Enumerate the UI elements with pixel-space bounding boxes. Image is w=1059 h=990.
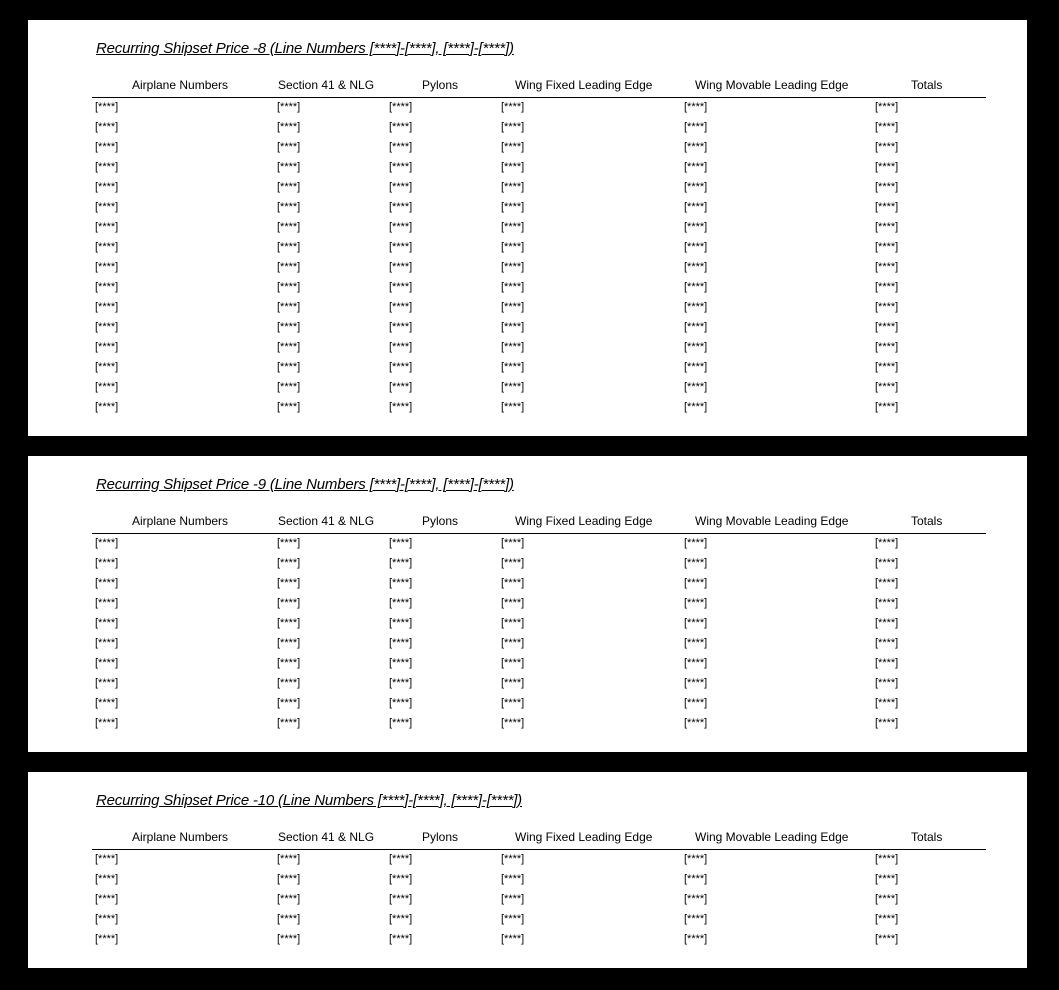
totals-cell: [****]: [875, 241, 899, 253]
pylons-cell: [****]: [389, 261, 413, 273]
pylons-cell: [****]: [389, 141, 413, 153]
wing-fixed-leading-edge-cell: [****]: [501, 597, 525, 609]
table-row: [92, 378, 986, 398]
airplane-number-cell: [****]: [95, 221, 119, 233]
price-panel-10: [28, 772, 1027, 968]
section-41-nlg-cell: [****]: [277, 537, 301, 549]
totals-cell: [****]: [875, 577, 899, 589]
totals-cell: [****]: [875, 141, 899, 153]
totals-cell: [****]: [875, 537, 899, 549]
table-body: [92, 98, 986, 418]
pylons-cell: [****]: [389, 933, 413, 945]
airplane-number-cell: [****]: [95, 381, 119, 393]
col-header-totals: Totals: [911, 830, 943, 844]
wing-fixed-leading-edge-cell: [****]: [501, 121, 525, 133]
wing-movable-leading-edge-cell: [****]: [684, 181, 708, 193]
wing-movable-leading-edge-cell: [****]: [684, 361, 708, 373]
table-row: [92, 614, 986, 634]
totals-cell: [****]: [875, 657, 899, 669]
airplane-number-cell: [****]: [95, 557, 119, 569]
table-row: [92, 398, 986, 418]
totals-cell: [****]: [875, 201, 899, 213]
wing-movable-leading-edge-cell: [****]: [684, 637, 708, 649]
wing-fixed-leading-edge-cell: [****]: [501, 657, 525, 669]
wing-fixed-leading-edge-cell: [****]: [501, 933, 525, 945]
wing-fixed-leading-edge-cell: [****]: [501, 401, 525, 413]
table-row: [92, 634, 986, 654]
wing-movable-leading-edge-cell: [****]: [684, 537, 708, 549]
totals-cell: [****]: [875, 933, 899, 945]
section-41-nlg-cell: [****]: [277, 181, 301, 193]
col-header-wing-fixed-leading-edge: Wing Fixed Leading Edge: [515, 78, 653, 92]
section-41-nlg-cell: [****]: [277, 401, 301, 413]
airplane-number-cell: [****]: [95, 241, 119, 253]
wing-fixed-leading-edge-cell: [****]: [501, 381, 525, 393]
col-header-totals: Totals: [911, 514, 943, 528]
airplane-number-cell: [****]: [95, 717, 119, 729]
section-41-nlg-cell: [****]: [277, 677, 301, 689]
table-row: [92, 338, 986, 358]
airplane-number-cell: [****]: [95, 321, 119, 333]
wing-fixed-leading-edge-cell: [****]: [501, 321, 525, 333]
totals-cell: [****]: [875, 381, 899, 393]
pylons-cell: [****]: [389, 241, 413, 253]
wing-fixed-leading-edge-cell: [****]: [501, 537, 525, 549]
pylons-cell: [****]: [389, 557, 413, 569]
table-row: [92, 554, 986, 574]
pylons-cell: [****]: [389, 913, 413, 925]
wing-movable-leading-edge-cell: [****]: [684, 261, 708, 273]
pylons-cell: [****]: [389, 717, 413, 729]
table-header: [92, 513, 986, 534]
wing-movable-leading-edge-cell: [****]: [684, 141, 708, 153]
pylons-cell: [****]: [389, 101, 413, 113]
airplane-number-cell: [****]: [95, 181, 119, 193]
wing-fixed-leading-edge-cell: [****]: [501, 637, 525, 649]
pylons-cell: [****]: [389, 201, 413, 213]
airplane-number-cell: [****]: [95, 401, 119, 413]
pylons-cell: [****]: [389, 617, 413, 629]
col-header-section-41-nlg: Section 41 & NLG: [278, 514, 375, 528]
totals-cell: [****]: [875, 677, 899, 689]
table-row: [92, 930, 986, 950]
totals-cell: [****]: [875, 893, 899, 905]
wing-movable-leading-edge-cell: [****]: [684, 933, 708, 945]
wing-movable-leading-edge-cell: [****]: [684, 557, 708, 569]
table-row: [92, 714, 986, 734]
airplane-number-cell: [****]: [95, 577, 119, 589]
pylons-cell: [****]: [389, 341, 413, 353]
wing-movable-leading-edge-cell: [****]: [684, 101, 708, 113]
airplane-number-cell: [****]: [95, 281, 119, 293]
table-row: [92, 534, 986, 554]
airplane-number-cell: [****]: [95, 597, 119, 609]
totals-cell: [****]: [875, 361, 899, 373]
wing-fixed-leading-edge-cell: [****]: [501, 301, 525, 313]
pylons-cell: [****]: [389, 873, 413, 885]
section-title: Recurring Shipset Price -10 (Line Numbers [****]-[****], [****]-[****]): [96, 792, 522, 809]
airplane-number-cell: [****]: [95, 341, 119, 353]
airplane-number-cell: [****]: [95, 697, 119, 709]
wing-fixed-leading-edge-cell: [****]: [501, 577, 525, 589]
section-41-nlg-cell: [****]: [277, 301, 301, 313]
airplane-number-cell: [****]: [95, 361, 119, 373]
table-row: [92, 574, 986, 594]
table-row: [92, 278, 986, 298]
wing-movable-leading-edge-cell: [****]: [684, 657, 708, 669]
totals-cell: [****]: [875, 697, 899, 709]
pylons-cell: [****]: [389, 657, 413, 669]
airplane-number-cell: [****]: [95, 873, 119, 885]
wing-fixed-leading-edge-cell: [****]: [501, 341, 525, 353]
price-panel-9: [28, 456, 1027, 752]
wing-movable-leading-edge-cell: [****]: [684, 401, 708, 413]
wing-movable-leading-edge-cell: [****]: [684, 677, 708, 689]
totals-cell: [****]: [875, 221, 899, 233]
col-header-pylons: Pylons: [422, 78, 459, 92]
table-row: [92, 890, 986, 910]
wing-movable-leading-edge-cell: [****]: [684, 201, 708, 213]
wing-movable-leading-edge-cell: [****]: [684, 577, 708, 589]
totals-cell: [****]: [875, 873, 899, 885]
airplane-number-cell: [****]: [95, 617, 119, 629]
airplane-number-cell: [****]: [95, 121, 119, 133]
section-41-nlg-cell: [****]: [277, 617, 301, 629]
table-row: [92, 118, 986, 138]
section-41-nlg-cell: [****]: [277, 381, 301, 393]
totals-cell: [****]: [875, 121, 899, 133]
table-body: [92, 850, 986, 950]
section-41-nlg-cell: [****]: [277, 261, 301, 273]
table-row: [92, 674, 986, 694]
table-body: [92, 534, 986, 734]
totals-cell: [****]: [875, 261, 899, 273]
section-41-nlg-cell: [****]: [277, 221, 301, 233]
wing-movable-leading-edge-cell: [****]: [684, 161, 708, 173]
airplane-number-cell: [****]: [95, 637, 119, 649]
col-header-wing-fixed-leading-edge: Wing Fixed Leading Edge: [515, 830, 653, 844]
col-header-section-41-nlg: Section 41 & NLG: [278, 78, 375, 92]
table-row: [92, 298, 986, 318]
wing-movable-leading-edge-cell: [****]: [684, 221, 708, 233]
section-41-nlg-cell: [****]: [277, 637, 301, 649]
totals-cell: [****]: [875, 913, 899, 925]
pylons-cell: [****]: [389, 281, 413, 293]
section-41-nlg-cell: [****]: [277, 101, 301, 113]
totals-cell: [****]: [875, 101, 899, 113]
pylons-cell: [****]: [389, 401, 413, 413]
col-header-airplane-numbers: Airplane Numbers: [132, 830, 229, 844]
wing-fixed-leading-edge-cell: [****]: [501, 221, 525, 233]
col-header-section-41-nlg: Section 41 & NLG: [278, 830, 375, 844]
wing-movable-leading-edge-cell: [****]: [684, 341, 708, 353]
col-header-totals: Totals: [911, 78, 943, 92]
wing-fixed-leading-edge-cell: [****]: [501, 617, 525, 629]
wing-movable-leading-edge-cell: [****]: [684, 873, 708, 885]
wing-movable-leading-edge-cell: [****]: [684, 321, 708, 333]
table-header: [92, 77, 986, 98]
col-header-wing-fixed-leading-edge: Wing Fixed Leading Edge: [515, 514, 653, 528]
wing-movable-leading-edge-cell: [****]: [684, 893, 708, 905]
section-41-nlg-cell: [****]: [277, 597, 301, 609]
table-row: [92, 910, 986, 930]
section-41-nlg-cell: [****]: [277, 241, 301, 253]
section-41-nlg-cell: [****]: [277, 341, 301, 353]
pylons-cell: [****]: [389, 597, 413, 609]
table-row: [92, 594, 986, 614]
table-row: [92, 870, 986, 890]
section-41-nlg-cell: [****]: [277, 893, 301, 905]
pylons-cell: [****]: [389, 697, 413, 709]
table-row: [92, 238, 986, 258]
section-41-nlg-cell: [****]: [277, 557, 301, 569]
col-header-airplane-numbers: Airplane Numbers: [132, 514, 229, 528]
airplane-number-cell: [****]: [95, 301, 119, 313]
wing-fixed-leading-edge-cell: [****]: [501, 913, 525, 925]
airplane-number-cell: [****]: [95, 101, 119, 113]
table-row: [92, 178, 986, 198]
wing-movable-leading-edge-cell: [****]: [684, 241, 708, 253]
table-header: [92, 829, 986, 850]
table-row: [92, 218, 986, 238]
col-header-wing-movable-leading-edge: Wing Movable Leading Edge: [695, 78, 849, 92]
col-header-wing-movable-leading-edge: Wing Movable Leading Edge: [695, 514, 849, 528]
airplane-number-cell: [****]: [95, 913, 119, 925]
section-41-nlg-cell: [****]: [277, 933, 301, 945]
table-row: [92, 98, 986, 118]
wing-movable-leading-edge-cell: [****]: [684, 697, 708, 709]
col-header-pylons: Pylons: [422, 514, 459, 528]
table-row: [92, 850, 986, 870]
totals-cell: [****]: [875, 617, 899, 629]
section-41-nlg-cell: [****]: [277, 577, 301, 589]
wing-fixed-leading-edge-cell: [****]: [501, 201, 525, 213]
pylons-cell: [****]: [389, 893, 413, 905]
pylons-cell: [****]: [389, 221, 413, 233]
totals-cell: [****]: [875, 181, 899, 193]
totals-cell: [****]: [875, 557, 899, 569]
wing-fixed-leading-edge-cell: [****]: [501, 717, 525, 729]
wing-fixed-leading-edge-cell: [****]: [501, 893, 525, 905]
table-row: [92, 654, 986, 674]
pylons-cell: [****]: [389, 637, 413, 649]
section-41-nlg-cell: [****]: [277, 361, 301, 373]
wing-movable-leading-edge-cell: [****]: [684, 913, 708, 925]
wing-fixed-leading-edge-cell: [****]: [501, 697, 525, 709]
airplane-number-cell: [****]: [95, 201, 119, 213]
airplane-number-cell: [****]: [95, 537, 119, 549]
section-41-nlg-cell: [****]: [277, 121, 301, 133]
table-row: [92, 138, 986, 158]
table-row: [92, 258, 986, 278]
wing-movable-leading-edge-cell: [****]: [684, 121, 708, 133]
table-row: [92, 358, 986, 378]
totals-cell: [****]: [875, 161, 899, 173]
price-panel-8: [28, 20, 1027, 436]
table-row: [92, 198, 986, 218]
wing-fixed-leading-edge-cell: [****]: [501, 677, 525, 689]
pylons-cell: [****]: [389, 301, 413, 313]
pylons-cell: [****]: [389, 537, 413, 549]
airplane-number-cell: [****]: [95, 161, 119, 173]
table-row: [92, 694, 986, 714]
wing-movable-leading-edge-cell: [****]: [684, 617, 708, 629]
airplane-number-cell: [****]: [95, 141, 119, 153]
pylons-cell: [****]: [389, 853, 413, 865]
wing-movable-leading-edge-cell: [****]: [684, 597, 708, 609]
table-row: [92, 318, 986, 338]
wing-fixed-leading-edge-cell: [****]: [501, 241, 525, 253]
totals-cell: [****]: [875, 301, 899, 313]
pylons-cell: [****]: [389, 361, 413, 373]
section-41-nlg-cell: [****]: [277, 913, 301, 925]
wing-fixed-leading-edge-cell: [****]: [501, 361, 525, 373]
wing-fixed-leading-edge-cell: [****]: [501, 101, 525, 113]
col-header-airplane-numbers: Airplane Numbers: [132, 78, 229, 92]
wing-movable-leading-edge-cell: [****]: [684, 281, 708, 293]
pylons-cell: [****]: [389, 181, 413, 193]
totals-cell: [****]: [875, 321, 899, 333]
wing-fixed-leading-edge-cell: [****]: [501, 853, 525, 865]
wing-movable-leading-edge-cell: [****]: [684, 717, 708, 729]
airplane-number-cell: [****]: [95, 933, 119, 945]
section-41-nlg-cell: [****]: [277, 321, 301, 333]
section-41-nlg-cell: [****]: [277, 697, 301, 709]
section-41-nlg-cell: [****]: [277, 281, 301, 293]
wing-fixed-leading-edge-cell: [****]: [501, 141, 525, 153]
col-header-wing-movable-leading-edge: Wing Movable Leading Edge: [695, 830, 849, 844]
section-title: Recurring Shipset Price -9 (Line Numbers [****]-[****], [****]-[****]): [96, 476, 514, 493]
wing-fixed-leading-edge-cell: [****]: [501, 161, 525, 173]
pylons-cell: [****]: [389, 121, 413, 133]
totals-cell: [****]: [875, 341, 899, 353]
airplane-number-cell: [****]: [95, 893, 119, 905]
table-row: [92, 158, 986, 178]
wing-movable-leading-edge-cell: [****]: [684, 301, 708, 313]
section-title: Recurring Shipset Price -8 (Line Numbers [****]-[****], [****]-[****]): [96, 40, 514, 57]
wing-fixed-leading-edge-cell: [****]: [501, 181, 525, 193]
pylons-cell: [****]: [389, 381, 413, 393]
pylons-cell: [****]: [389, 321, 413, 333]
col-header-pylons: Pylons: [422, 830, 459, 844]
wing-movable-leading-edge-cell: [****]: [684, 853, 708, 865]
pylons-cell: [****]: [389, 677, 413, 689]
wing-movable-leading-edge-cell: [****]: [684, 381, 708, 393]
totals-cell: [****]: [875, 597, 899, 609]
section-41-nlg-cell: [****]: [277, 161, 301, 173]
wing-fixed-leading-edge-cell: [****]: [501, 557, 525, 569]
airplane-number-cell: [****]: [95, 261, 119, 273]
pylons-cell: [****]: [389, 161, 413, 173]
section-41-nlg-cell: [****]: [277, 873, 301, 885]
totals-cell: [****]: [875, 281, 899, 293]
airplane-number-cell: [****]: [95, 853, 119, 865]
section-41-nlg-cell: [****]: [277, 853, 301, 865]
totals-cell: [****]: [875, 853, 899, 865]
wing-fixed-leading-edge-cell: [****]: [501, 873, 525, 885]
pylons-cell: [****]: [389, 577, 413, 589]
section-41-nlg-cell: [****]: [277, 717, 301, 729]
totals-cell: [****]: [875, 717, 899, 729]
wing-fixed-leading-edge-cell: [****]: [501, 281, 525, 293]
totals-cell: [****]: [875, 401, 899, 413]
section-41-nlg-cell: [****]: [277, 201, 301, 213]
wing-fixed-leading-edge-cell: [****]: [501, 261, 525, 273]
totals-cell: [****]: [875, 637, 899, 649]
section-41-nlg-cell: [****]: [277, 141, 301, 153]
section-41-nlg-cell: [****]: [277, 657, 301, 669]
airplane-number-cell: [****]: [95, 657, 119, 669]
airplane-number-cell: [****]: [95, 677, 119, 689]
